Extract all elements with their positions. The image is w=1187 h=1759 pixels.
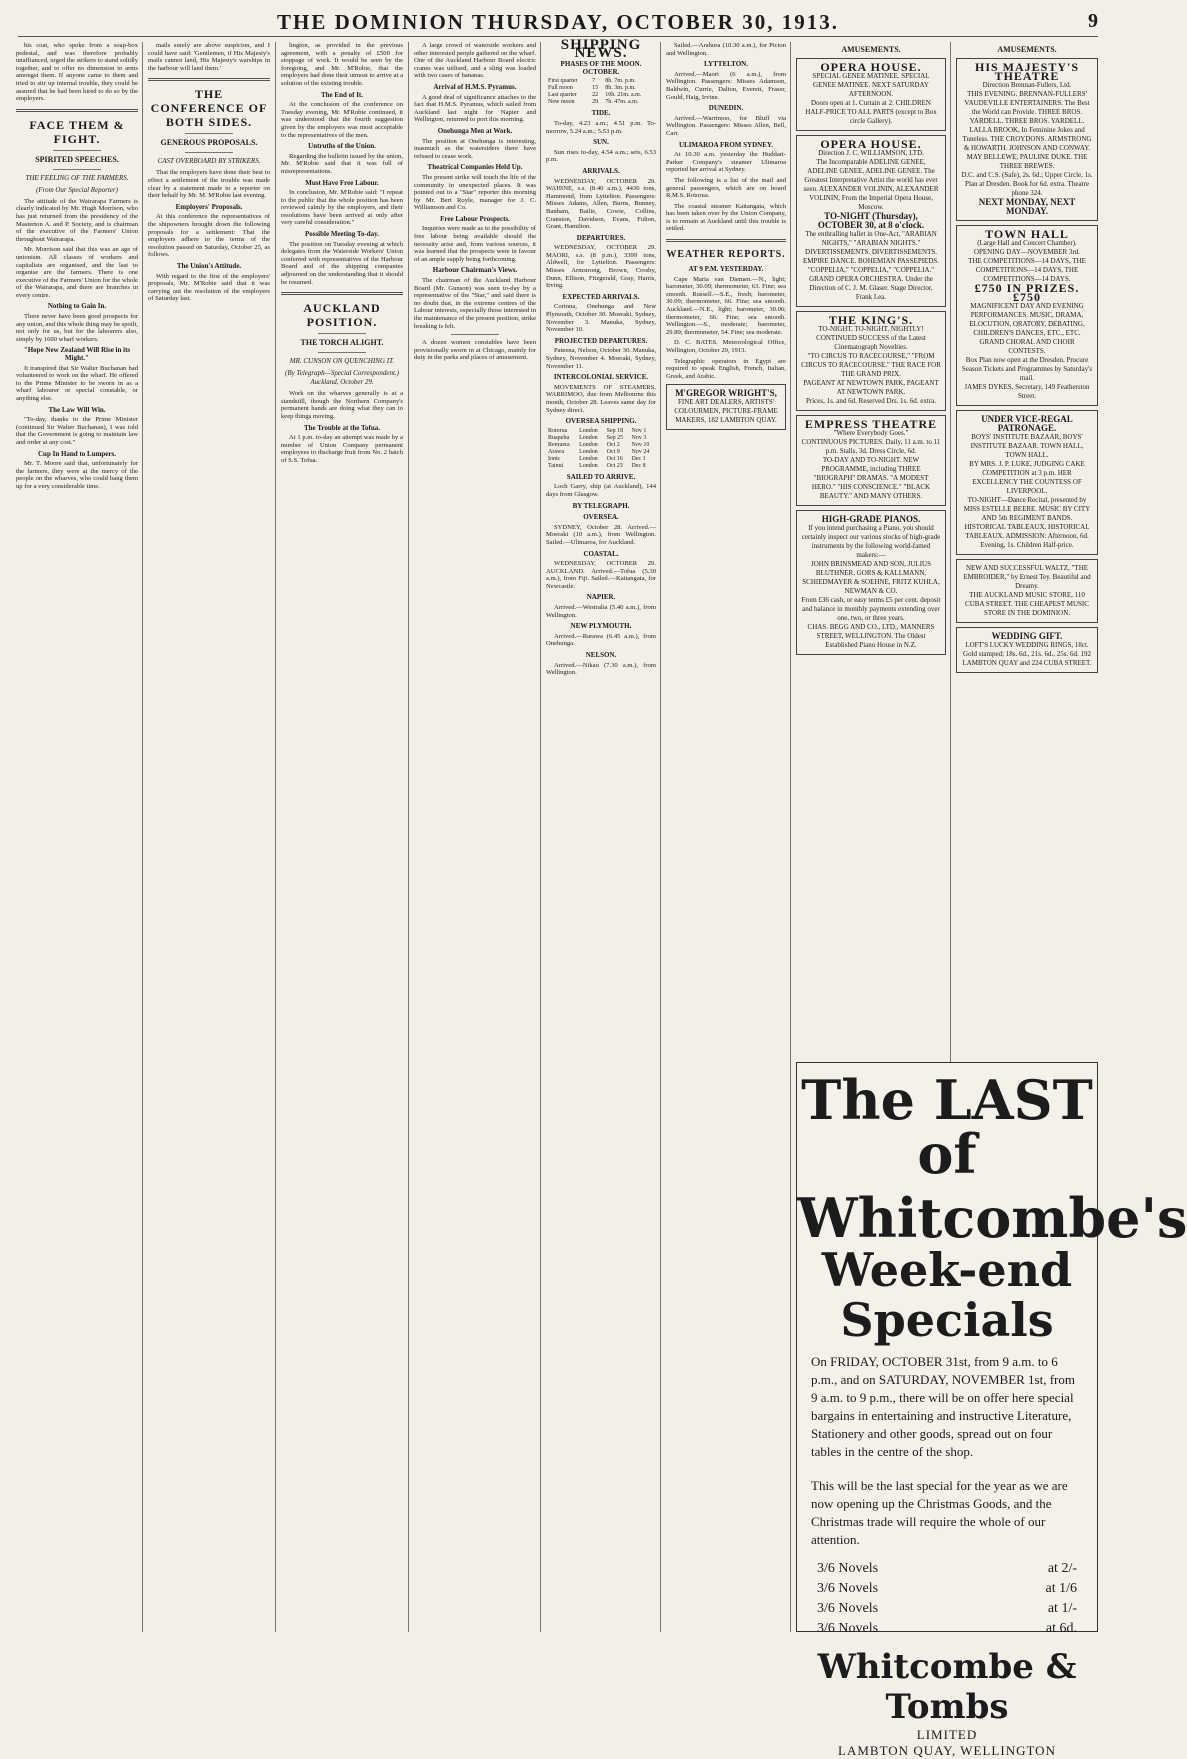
ad-headline: Whitcombe's — [797, 1186, 1187, 1250]
tide-text: To-day, 4.23 a.m.; 4.51 p.m. To-morrow, 5.24 a.m.; 5.53 p.m. — [546, 119, 656, 135]
article-text: At 10.30 a.m. yesterday the Huddart-Parker Company's steamer Ulimaroa reported her arrival at Sydney. — [666, 151, 786, 174]
article-text: lington, as provided in the previous agreement, with a penalty of £500 for stoppage of work. It would be seen by the foregoing, and Mr. M'Robie, that the employers had done their utmost to arrive at a solution of the existing trouble. — [281, 42, 403, 87]
table-cell: Oct 2 — [606, 441, 620, 448]
ship-row — [546, 449, 656, 456]
venue-name: EMPRESS THEATRE — [804, 416, 938, 431]
column-rule — [142, 42, 143, 1632]
article-text: The following is a list of the mail and general passengers, which are on board R.M.S. Rotorua. — [666, 176, 786, 200]
divider — [185, 152, 234, 153]
ad-text: MAGNIFICENT DAY AND EVENING PERFORMANCES. MUSIC, DRAMA, ELOCUTION, ORATORY, DEBATING, CHILDREN'S DANCES, ETC., ETC. — [969, 301, 1085, 337]
ad-body: On FRIDAY, OCTOBER 31st, from 9 a.m. to 6 p.m., and on SATURDAY, NOVEMBER 1st, from 9 a.m. to 9 p.m., there will be on offer here special bargains in entertaining and instructive Literature, Stationery and other goods, spread out on four tables in the centre of the shop. — [811, 1354, 1075, 1459]
section-heading: Free Labour Prospects. — [440, 214, 510, 223]
article-text: Arrived.—Maori (6 a.m.), from Wellington. Passengers: Misses Adamson, Baldwin, Currie, Dalton, Everett, Fraser, Gould, Haig, Irvine. — [666, 70, 786, 101]
ad-text: TO-NIGHT (Thursday), OCTOBER 30, at 8 o'clock. — [817, 210, 925, 230]
ad-text: Doors open at 1. Curtain at 2. CHILDREN HALF-PRICE TO ALL PARTS (except to Box circle Gallery). — [805, 98, 937, 125]
section-heading: Theatrical Companies Held Up. — [427, 163, 523, 172]
section-heading: The End of It. — [320, 90, 363, 99]
section-heading: DUNEDIN. — [708, 104, 744, 113]
page-number: 9 — [1088, 10, 1098, 32]
ad-text: "COPPELIA," "COPPELIA," "COPPELIA." — [807, 265, 935, 274]
table-cell: London — [579, 427, 598, 434]
price-value: at 2/- — [1047, 1561, 1077, 1576]
ad-text: "Where Everybody Goes." — [833, 428, 909, 437]
table-cell: Oct 9 — [606, 448, 620, 455]
section-heading: Must Have Free Labour. — [305, 178, 379, 187]
ad-text: BOYS' INSTITUTE BAZAAR, BOYS' INSTITUTE BAZAAR. TOWN HALL, TOWN HALL. — [970, 432, 1084, 459]
section-heading: The Union's Attitude. — [176, 261, 242, 270]
article-text: At 1 p.m. to-day an attempt was made by a number of Union Company permanent employees to discharge fruit from No. 2 hatch of S.S. Tofua. — [281, 434, 403, 464]
table-cell: 7h. 47m. a.m. — [605, 99, 639, 106]
article-text: A large crowd of waterside workers and other interested people gathered on the wharf. One of the Auckland Harbour Board electric cranes was utilised, and a sling was loaded with two cases of bananas. — [414, 42, 536, 80]
headline: THE CONFERENCE OF BOTH SIDES. — [150, 87, 268, 130]
article-text: Mr. T. Moore said that, unfortunately for the farmers, they were at the mercy of the people on the wharves, who could bang them up for a very considerable time. — [16, 460, 138, 490]
article-text: Regarding the bulletin issued by the union, Mr. M'Robie said that it was full of misrepresentations. — [281, 152, 403, 175]
newspaper-title: THE DOMINION THURSDAY, OCTOBER 30, 1913. — [277, 10, 839, 34]
ad-headline: The LAST of — [801, 1068, 1093, 1186]
ad-text: SPECIAL GENEE MATINEE. SPECIAL GENEE MATINEE. NEXT SATURDAY AFTERNOON. — [812, 71, 930, 98]
article-text: At this conference the representatives of the shipowners brought down the following proposals for a settlement: That the employers adhere to the terms of the resolution passed on Saturday, October 25, as follows. — [148, 213, 270, 259]
article-text: In conclusion, Mr. M'Robie said: "I repeat to the public that the whole position has been reviewed calmly by the employers, and their resolutions have been arrived at only after very careful consideration." — [281, 189, 403, 227]
section-heading: Cup In Hand to Lumpers. — [38, 449, 116, 458]
ad-text: JOHN BRINSMEAD AND SON, JULIUS BLUTHNER, GORS & KALLMANN, SCHIEDMAYER & SOEHNE, FRITZ KUHLA, NEWMAN & CO. — [802, 559, 940, 595]
price-list — [797, 1557, 1097, 1641]
ad-text: D.C. and C.S. (Safe), 2s. 6d.; Upper Circle, 1s. Plan at Dresden. Book for 6d. extra. Theatre phone 324. — [961, 170, 1093, 197]
ad-text: "TO CIRCUS TO RACECOURSE," "FROM CIRCUS TO RACECOURSE." THE RACE FOR THE GRAND PRIX. — [801, 351, 941, 378]
ad-text: NEW AND SUCCESSFUL WALTZ, "THE EMBROIDER," by Ernest Tey. Beautiful and Dreamy. — [963, 563, 1091, 590]
article-text: The coastal steamer Kaitangata, which has been taken over by the Union Company, is to remain at Auckland until this trouble is settled. — [666, 202, 786, 233]
section-heading: DEPARTURES. — [576, 233, 626, 242]
column-rule — [275, 42, 276, 1632]
section-heading: NAPIER. — [586, 593, 616, 602]
article-text: It transpired that Sir Walter Buchanan had volunteered to work on the wharf. He offered to the Prime Minister to be sworn in as a wharf labourer or special constable, or anything else. — [16, 364, 138, 402]
section-heading: Nothing to Gain In. — [47, 302, 107, 311]
table-cell: Ionic — [548, 455, 561, 462]
article-text: At the conclusion of the conference on Tuesday evening, Mr. M'Robie continued, it was understood that the fourth suggestion given by the employers was most acceptable to the representatives of the men. — [281, 101, 403, 139]
article-text: mails surely are above suspicion, and I could have said: 'Gentlemen, if His Majesty's mails cannot land, His Majesty's warships in the harbour will land them.' — [148, 42, 270, 72]
section-heading: AT 9 P.M. YESTERDAY. — [688, 265, 764, 274]
ad-text: THE COMPETITIONS—14 DAYS, THE COMPETITIONS—14 DAYS, THE COMPETITIONS—14 DAYS. — [968, 256, 1086, 283]
article-text: There never have been good prospects for any union, and this whole thing may be spoilt, not only for us, but for the labourers also, simply by 1600 wharf workers. — [16, 313, 138, 343]
price-row — [817, 1579, 1077, 1599]
divider — [53, 150, 102, 151]
article-text: MOVEMENTS OF STEAMERS. WARRIMOO, due from Melbourne this month, October 28. Leaves same day for Sydney direct. — [546, 383, 656, 414]
table-cell: Sep 18 — [606, 427, 624, 434]
table-cell: 15 — [592, 85, 599, 92]
column-6 — [666, 42, 786, 1632]
article-text: his coat, who spoke from a soap-box pedestal, and was therefore probably unaffianced, urged the strikers to stand solidly together, and to offer no dimension to arms amongst them. If anyone came to them and tried to stir up internal trouble, they could be assured that he had been hired to do so by the employers. — [16, 42, 138, 103]
ship-row — [546, 435, 656, 442]
byline: (From Our Special Reporter) — [36, 185, 118, 194]
section-heading: PHASES OF THE MOON. OCTOBER. — [560, 60, 642, 76]
table-cell: 10h. 21m. a.m. — [605, 92, 642, 99]
wedding-gift-ad — [956, 627, 1098, 673]
his-majestys-ad — [956, 58, 1098, 221]
headline: FACE THEM & FIGHT. — [29, 117, 125, 146]
table-cell: Nov 10 — [631, 441, 650, 448]
article-text: SYDNEY, October 28. Arrived.—Moeraki (10 a.m.), from Wellington. Sailed.—Ulimaroa, for Auckland. — [546, 523, 656, 546]
table-cell: Arawa — [548, 448, 564, 455]
article-text: Inquiries were made as to the possibility of free labour being available should the necessity arise and, from various sources, it was learned that the prospects were in favour of an ample supply being forthcoming. — [414, 225, 536, 263]
divider — [318, 333, 367, 334]
weather-text: Cape Maria van Diemen.—N., light; barometer, 30.09; thermometer, 63. Fine; sea smooth. Russell.—S.E., fresh; barometer, 30.09; thermometer, 66. Fine; sea smooth. Auckland.—N.E., light; barometer, 30.06; thermometer, 66. Fine; sea smooth. Wellington.—S., moderate; barometer, 29.89; thermometer, 54. Fine; sea moderate. — [666, 275, 786, 336]
article-text: "To-day, thanks to the Prime Minister (continued Sir Walter Buchanan), I was told that the Government is going to maintain law and order at any cost." — [16, 416, 138, 446]
moon-phase-row — [546, 85, 656, 92]
column-rule — [540, 42, 541, 1632]
ship-row — [546, 442, 656, 449]
section-heading: TIDE. — [591, 109, 611, 118]
article-text: Mr. Morrison said that this was an age of unionism. All classes of workers and capitalists are organised, and the last to organise are the farmers. There is one executive of the Farmers' Union for the whole of the Wairarapa, and there are branches in every centre. — [16, 246, 138, 299]
sun-text: Sun rises to-day, 4.54 a.m.; sets, 6.53 p.m. — [546, 148, 656, 164]
section-heading: NELSON. — [585, 651, 617, 660]
divider — [281, 292, 403, 295]
table-cell: New moon — [548, 99, 575, 106]
section-heading: The Law Will Win. — [48, 405, 106, 414]
section-heading: INTERCOLONIAL SERVICE. — [553, 373, 649, 382]
column-rule — [660, 42, 661, 1632]
section-heading: "Hope New Zealand Will Rise in its Might." — [23, 346, 131, 363]
section-heading: EXPECTED ARRIVALS. — [562, 292, 640, 301]
divider — [16, 109, 138, 112]
oversea-shipping-table — [546, 428, 656, 470]
ad-text: PAGEANT AT NEWTOWN PARK, PAGEANT AT NEWTOWN PARK. — [803, 378, 939, 396]
table-cell: Nov 1 — [631, 427, 647, 434]
divider — [451, 334, 500, 335]
moon-phase-row — [546, 99, 656, 106]
subheadline: THE FEELING OF THE FARMERS. — [25, 173, 129, 182]
ad-heading: UNDER VICE-REGAL PATRONAGE. — [981, 413, 1073, 433]
price-value: at 1/6 — [1045, 1581, 1077, 1596]
section-heading: Untruths of the Union. — [308, 142, 376, 151]
venue-name: HIS MAJESTY'S THEATRE — [974, 59, 1080, 83]
column-rule — [408, 42, 409, 1632]
ad-text: The enthralling ballet in One-Act, "ARABIAN NIGHTS," "ARABIAN NIGHTS." — [805, 229, 937, 247]
shipping-news-heading: SHIPPING NEWS. — [560, 37, 642, 61]
ad-headline: Week-end Specials — [821, 1243, 1073, 1347]
dateline: (By Telegraph—Special Correspondent.) Auckland, October 29. — [285, 369, 399, 387]
opera-house-genee-ad — [796, 135, 946, 307]
price-row — [817, 1599, 1077, 1619]
subheadline: SPIRITED SPEECHES. — [35, 154, 119, 164]
ad-text: JAMES DYKES, Secretary, 149 Featherston Street. — [964, 382, 1090, 400]
ad-text: NEXT MONDAY, NEXT MONDAY. — [978, 196, 1076, 216]
divider — [318, 352, 367, 353]
article-text: Corinna, Onehunga and New Plymouth, October 30. Moeraki, Sydney, November 3. Manuka, Sydney, November 10. — [546, 303, 656, 334]
ad-text: The Incomparable ADELINE GENEE, ADELINE GENEE, ADELINE GENEE. The Greatest Interpretative Artist the world has ever seen. ALEXANDER VOLININ, ALEXANDER VOLININ, From the Imperial Opera House, Moscow. — [803, 157, 939, 211]
price-item: 3/6 Novels — [817, 1601, 879, 1616]
section-heading: OVERSEA. — [583, 513, 619, 522]
article-text: Sailed.—Arahura (10.30 a.m.), for Picton and Wellington. — [666, 42, 786, 57]
price-row — [817, 1559, 1077, 1579]
article-text: Arrived.—Rarawa (6.45 a.m.), from Onehunga. — [546, 632, 656, 648]
table-cell: Oct 23 — [606, 462, 623, 469]
section-heading: LYTTELTON. — [704, 60, 748, 69]
weather-sign: D. C. BATES. Meteorological Office, Wellington, October 29, 1913. — [666, 339, 786, 354]
column-rule — [790, 42, 791, 1632]
price-item: 3/6 Novels — [817, 1621, 879, 1636]
moon-phase-row — [546, 78, 656, 85]
price-value: at 6d. — [1045, 1621, 1077, 1636]
table-cell: Nov 24 — [631, 448, 650, 455]
ad-text: (Large Hall and Concert Chamber). — [977, 238, 1077, 247]
ad-body: This will be the last special for the year as we are now opening up the Christmas Goods, and the Christmas trade will require the whole of our attention. — [811, 1478, 1068, 1547]
section-heading: Harbour Chairman's Views. — [432, 266, 518, 275]
article-text: WEDNESDAY, OCTOBER 29. AUCKLAND. Arrived.—Tofua (5.30 a.m.), from Fiji. Sailed.—Kaitangata, for Newcastle. — [546, 560, 656, 590]
moon-phases-table — [546, 78, 656, 106]
section-heading: OVERSEA SHIPPING. — [565, 417, 637, 426]
article-text: Telegraphic operators in Egypt are required to speak English, French, Italian, Greek, and Arabic. — [666, 357, 786, 380]
price-value: at 1/- — [1047, 1601, 1077, 1616]
table-cell: London — [579, 448, 598, 455]
table-cell: Remuera — [548, 441, 570, 448]
section-heading: Possible Meeting To-day. — [304, 230, 380, 239]
headline: AUCKLAND POSITION. — [303, 301, 381, 330]
table-cell: Nov 3 — [631, 434, 647, 441]
opera-house-ad — [796, 58, 946, 131]
ad-text: CONTINUOUS PICTURES. Daily, 11 a.m. to 11 p.m. Stalls, 3d. Dress Circle, 6d. — [801, 437, 941, 455]
section-heading: SUN. — [593, 138, 609, 147]
ad-text: TO-NIGHT—Dance Recital, presented by MISS ESTELLE BEERE. MUSIC BY CITY AND 5th REGIMENT BANDS. — [963, 495, 1091, 522]
divider — [185, 133, 234, 134]
prize-amount: £750 IN PRIZES. £750 — [974, 280, 1080, 304]
divider — [148, 78, 270, 81]
ship-row — [546, 463, 656, 470]
section-heading: Onehunga Men at Work. — [437, 126, 513, 135]
table-cell: Sep 25 — [606, 434, 624, 441]
article-text: With regard to the first of the employers' proposals, Mr. M'Robie said that it was carrying out the resolution of the employers of Saturday last. — [148, 272, 270, 303]
ad-text: LOFT'S LUCKY WEDDING RINGS, 18ct. Gold stamped; 18s. 6d., 21s. 6d., 25s. 6d. 192 LAMBTON QUAY and 224 CUBA STREET. — [962, 640, 1092, 667]
subheadline: MR. CUNSON ON QUENCHING IT. — [289, 357, 395, 366]
venue-name: THE KING'S. — [828, 312, 914, 327]
column-5-shipping — [546, 37, 656, 1632]
column-4 — [414, 42, 536, 1632]
column-2 — [148, 42, 270, 1632]
ship-row — [546, 428, 656, 435]
price-item: 3/6 Novels — [817, 1561, 879, 1576]
advertiser-name: M'GREGOR WRIGHT'S, — [675, 388, 777, 399]
ad-text: Box Plan now open at the Dresden. Procure Season Tickets and Programmes by Saturday's mail. — [961, 355, 1093, 382]
ad-text: TO-DAY AND TO-NIGHT. NEW PROGRAMME, including THREE "BIOGRAPH" DRAMAS. "A MODEST HERO." "HIS CONSCIENCE." "BLACK BEAUTY." AND MANY OTHERS. — [811, 455, 931, 500]
article-text: A dozen women constables have been provisionally sworn in at Chicago, mainly for duty in the parks and places of amusement. — [414, 339, 536, 362]
article-text: The position on Tuesday evening at which delegates from the Waterside Workers' Union conferred with representatives of the Harbour Board and of the shipping companies adjourned on the understanding that it should be resumed. — [281, 240, 403, 286]
ad-heading: HIGH-GRADE PIANOS. — [821, 513, 921, 524]
moon-phase-row — [546, 92, 656, 99]
ad-text: Direction J. C. WILLIAMSON, LTD. — [818, 148, 924, 157]
divider — [666, 239, 786, 242]
town-hall-ad — [956, 225, 1098, 406]
ad-text: Prices, 1s. and 6d. Reserved Drs. 1s. 6d. extra. — [805, 396, 937, 405]
article-text: Work on the wharves generally is at a standstill, though the Northern Company's permanent hands are doing what they can to keep things moving. — [281, 390, 403, 420]
subheadline: GENEROUS PROPOSALS. — [160, 138, 258, 148]
table-cell: Dec 1 — [631, 455, 646, 462]
article-text: WEDNESDAY, OCTOBER 29. MAORI, s.s. (8 p.m.), 3399 tons, Aldwell, for Lyttelton. Passengers: Misses Armstrong, Brown, Crosby, Dunn, Ellison, Fitzgerald, Gray, Harris, Irving. — [546, 244, 656, 290]
ad-text: EMPIRE DANCE. BOHEMIAN PASSEPIEDS. — [802, 256, 940, 265]
ad-address: LAMBTON QUAY, WELLINGTON — [838, 1743, 1056, 1758]
article-text: Arrived.—Westralia (5.40 a.m.), from Wellington. — [546, 604, 656, 619]
article-text: WEDNESDAY, OCTOBER 29. WAHINE, s.s. (8.40 a.m.), 4436 tons, Hammond, from Lyttelton. Passengers: Misses Adams, Allen, Burns, Bunney, Banham, Bailie, Cowie, Collins, Cranston, Davidson, Evans, Fulton, Grant, Hamilton. — [546, 177, 656, 231]
table-cell: Dec 8 — [631, 462, 646, 469]
table-cell: Last quarter — [548, 92, 577, 99]
divider — [53, 169, 102, 170]
column-3 — [281, 42, 403, 1632]
table-cell: First quarter — [548, 78, 578, 85]
ad-text: THIS EVENING. BRENNAN-FULLERS' VAUDEVILLE ENTERTAINERS. The Best the World can Provide. THREE BROS. YARDELL. THREE BROS. YARDELL. — [964, 89, 1090, 125]
ad-text: OPENING DAY—NOVEMBER 3rd. — [973, 247, 1081, 256]
table-cell: Ruapehu — [548, 434, 570, 441]
table-cell: Tainui — [548, 462, 564, 469]
article-text: The attitude of the Wairarapa Farmers is clearly indicated by Mr. Hugh Morrison, who has just returned from the presidency of the Masterton A. and P. Society, and is chairman of the executive of the Farmers' Union throughout Wairarapa. — [16, 197, 138, 243]
table-cell: 8h. 7m. p.m. — [605, 78, 636, 85]
table-cell: London — [579, 455, 598, 462]
venue-name: TOWN HALL — [985, 226, 1069, 241]
subheadline: CAST OVERBOARD BY STRIKERS. — [157, 157, 261, 166]
table-cell: Oct 16 — [606, 455, 623, 462]
ad-text: CHAS. BEGG AND CO., LTD., MANNERS STREET, WELLINGTON. The Oldest Established Piano House in N.Z. — [807, 622, 935, 649]
article-text: That the employers have done their best to effect a settlement of the trouble was made clear by a statement made to a reporter on their behalf by Mr. M. M'Robie last evening. — [148, 169, 270, 200]
section-heading: COASTAL. — [583, 549, 619, 558]
article-text: Pateena, Nelson, October 30. Manuka, Sydney, November 4. Moeraki, Sydney, November 11. — [546, 347, 656, 370]
masthead — [18, 10, 1098, 37]
section-heading: Employers' Proposals. — [175, 202, 243, 211]
waltz-ad — [956, 559, 1098, 623]
ad-heading: WEDDING GIFT. — [991, 630, 1063, 641]
article-text: Arrived.—Warrimoo, for Bluff via Wellington. Passengers: Misses Allen, Bell, Carr. — [666, 114, 786, 137]
ad-brand: Whitcombe & Tombs — [817, 1647, 1077, 1727]
price-row — [817, 1619, 1077, 1639]
ad-text: DIVERTISSEMENTS. DIVERTISSEMENTS. — [805, 247, 937, 256]
boys-institute-bazaar-ad — [956, 410, 1098, 555]
whitcombe-advertisement — [796, 1062, 1187, 1758]
table-cell: 29 — [592, 99, 599, 106]
section-heading: BY TELEGRAPH. — [572, 501, 630, 510]
table-cell: 8h. 3m. p.m. — [605, 85, 636, 92]
table-cell: London — [579, 441, 598, 448]
ad-text: FINE ART DEALERS, ARTISTS' COLOURMEN, PICTURE-FRAME MAKERS, 182 LAMBTON QUAY. — [674, 398, 778, 425]
section-heading: The Trouble at the Tofua. — [303, 423, 381, 432]
ad-text: GRAND OPERA ORCHESTRA. Under the Direction of C. J. M. Glaser. Stage Director, Frank Lea. — [809, 274, 933, 301]
venue-name: OPERA HOUSE. — [820, 59, 922, 74]
article-text: A good deal of significance attaches to the fact that H.M.S. Pyramus, which sailed from Auckland last night for Napier and Wellington, returned to port this morning. — [414, 93, 536, 124]
table-cell: London — [579, 434, 598, 441]
article-text: The position at Onehunga is interesting, inasmuch as the watersiders there have refused to cease work. — [414, 137, 536, 160]
ad-text: From £36 cash, or easy terms £5 per cent. deposit and balance in monthly payments extending over one, two, or three years. — [801, 595, 941, 622]
column-7-amusements — [796, 42, 946, 1050]
kings-theatre-ad — [796, 311, 946, 411]
section-heading: ARRIVALS. — [582, 166, 620, 175]
section-heading: NEW PLYMOUTH. — [570, 622, 632, 631]
section-heading: Arrival of H.M.S. Pyramus. — [433, 82, 517, 91]
article-text: The present strike will touch the life of the community in unexpected places. It was pointed out to a "Star" reporter this morning by Mr. Bert Royle, manager for J. C. Williamson and Co. — [414, 173, 536, 212]
ad-text: BY MRS. J. P. LUKE, JUDGING CAKE COMPETITION at 3 p.m. HER EXCELLENCY THE COUNTESS OF LIVERPOOL. — [969, 459, 1085, 495]
table-cell: Rotorua — [548, 427, 568, 434]
ad-limited: LIMITED — [916, 1727, 978, 1742]
section-heading: ULIMAROA FROM SYDNEY. — [678, 140, 774, 149]
ad-text: If you intend purchasing a Piano, you should certainly inspect our various stocks of high-grade instruments by the following world-famed makers:— — [801, 523, 941, 559]
section-heading: PROJECTED DEPARTURES. — [554, 336, 648, 345]
ad-text: HISTORICAL TABLEAUX. HISTORICAL TABLEAUX. ADMISSION: Afternoon, 6d. Evening, 1s. Children Half-price. — [964, 522, 1090, 549]
table-cell: 7 — [592, 78, 596, 85]
column-8-amusements — [956, 42, 1098, 1050]
table-cell: Full moon — [548, 85, 573, 92]
ad-text: TO-NIGHT. TO-NIGHT. NIGHTLY! CONTINUED SUCCESS of the Latest Cinematograph Novelties. — [816, 324, 926, 351]
amusements-heading: AMUSEMENTS. — [841, 45, 901, 54]
table-cell: 22 — [592, 92, 599, 99]
weather-heading: WEATHER REPORTS. — [666, 249, 786, 261]
ad-text: LALLA BROOK, In Feminine Jokes and Tuneless. THE CROYDONS. ARMSTRONG & HOWARTH. JOHNSON AND CONWAY. MAY BELLEWE, PAULINE DUKE. THE THREE BREWES. — [962, 125, 1092, 170]
price-item: 3/6 Novels — [817, 1581, 879, 1596]
ad-text: Direction Brennan-Fullers, Ltd. — [982, 80, 1072, 89]
empress-theatre-ad — [796, 415, 946, 506]
article-text: The chairman of the Auckland Harbour Board (Mr. Gunson) was seen to-day by a representative of the "Star," and said there is no doubt that, in the extreme centres of the Labour interests, especially those interested in the maintenance of the present position, strike breaking is felt. — [414, 277, 536, 330]
amusements-heading: AMUSEMENTS. — [997, 45, 1057, 54]
pianos-ad — [796, 510, 946, 655]
table-cell: London — [579, 462, 598, 469]
section-heading: SAILED TO ARRIVE. — [566, 472, 636, 481]
ship-row — [546, 456, 656, 463]
article-text: Loch Garry, ship (at Auckland), 144 days from Glasgow. — [546, 483, 656, 498]
article-text: Arrived.—Nikau (7.30 a.m.), from Wellington. — [546, 661, 656, 677]
ad-text: THE AUCKLAND MUSIC STORE, 110 CUBA STREET. THE CHEAPEST MUSIC STORE IN THE DOMINION. — [965, 590, 1089, 617]
ad-text: GRAND CHORAL AND CHOIR CONTESTS. — [979, 337, 1075, 355]
venue-name: OPERA HOUSE. — [820, 136, 922, 151]
subheadline: THE TORCH ALIGHT. — [300, 338, 384, 348]
mcgregor-wright-ad — [666, 384, 786, 430]
column-1 — [16, 42, 138, 1632]
